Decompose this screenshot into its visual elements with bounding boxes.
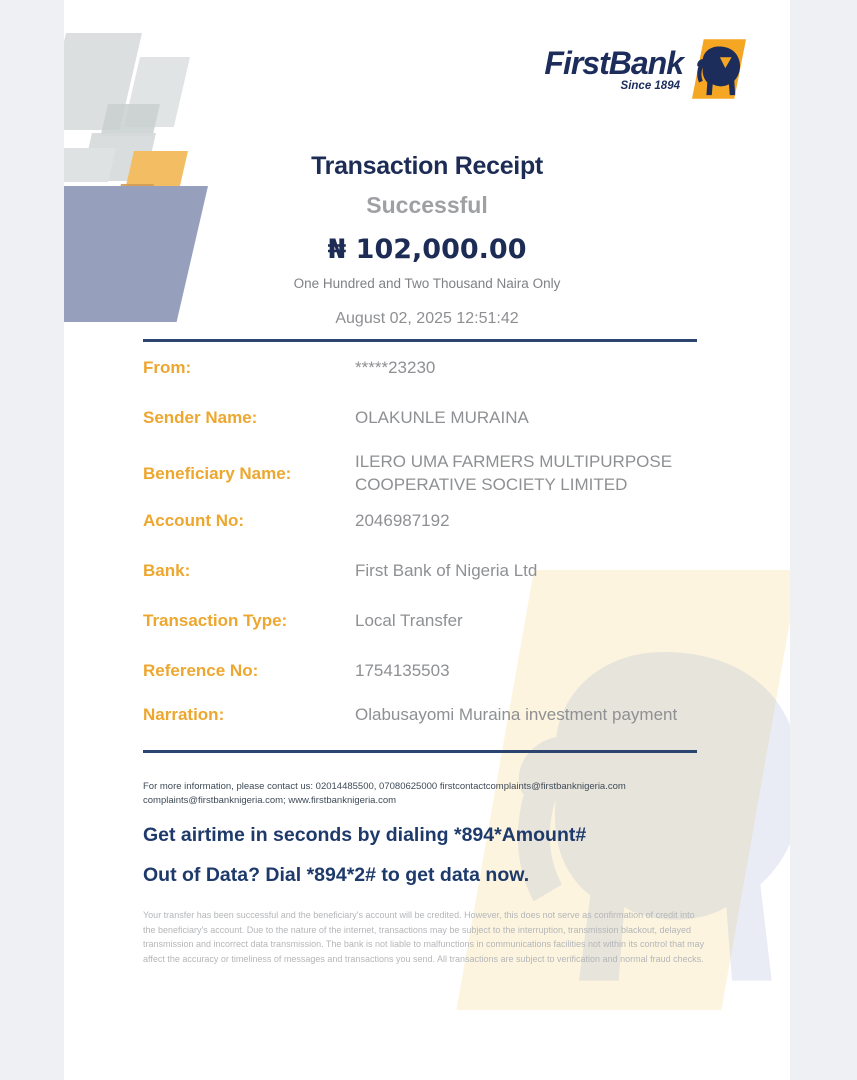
field-label: Sender Name: [143,408,258,427]
promo-data-line [143,862,586,888]
brand-name: FirstBank [544,44,683,81]
contact-info: For more information, please contact us: 02014485500, 07080625000 firstcontactcomplaints@firstbanknigeria.com complaints@firstbanknigeria.com; www.firstbanknigeria.com [143,781,626,806]
field-value: *****23230 [355,358,436,377]
elephant-logo-icon [692,38,746,100]
field-value: ILERO UMA FARMERS MULTIPURPOSE COOPERATIVE SOCIETY LIMITED [355,452,673,494]
brand-wordmark [544,44,683,92]
promo-airtime-line [143,822,586,848]
detail-row-bank [143,559,697,582]
detail-row-sender-name [143,406,697,429]
field-label: Reference No: [143,661,259,680]
promo-text: to get data now. [376,864,530,886]
field-label: Account No: [143,511,245,530]
brand-tagline: Since 1894 [620,79,680,92]
amount-value: ₦ 102,000.00 [327,234,527,265]
detail-row-beneficiary-name [143,450,697,496]
field-value: First Bank of Nigeria Ltd [355,561,538,580]
field-label: Beneficiary Name: [143,463,292,483]
promo-text: Get airtime in seconds by dialing [143,824,454,846]
field-value: 2046987192 [355,511,450,530]
page-title: Transaction Receipt [311,152,543,180]
field-label: Narration: [143,705,225,724]
detail-row-transaction-type [143,609,697,632]
detail-row-from [143,356,697,379]
divider-top [143,339,697,342]
field-label: Bank: [143,561,191,580]
detail-row-account-no [143,509,697,532]
transaction-details [143,356,697,726]
ussd-code-data: *894*2# [306,864,376,886]
field-value: OLAKUNLE MURAINA [355,408,529,427]
watermark-shape [101,104,160,136]
field-value: Olabusayomi Muraina investment payment [355,705,678,724]
divider-bottom [143,750,697,753]
brand-logo [544,38,746,100]
field-label: Transaction Type: [143,611,288,630]
disclaimer-text: Your transfer has been successful and the beneficiary's account will be credited. However, this does not serve as confirmation of credit into the beneficiary's account. Due to the nature of the internet, transactions may be subject to the interruption, transmission blackout, delayed transmission and incorrect data transmission. The bank is not liable to malfunctions in communications facilities not within its control that may affect the accuracy or timeliness of messages and transactions you send. All transactions are subject to verification and normal fraud checks. [143,910,705,964]
receipt-header [64,152,790,328]
detail-row-reference-no [143,659,697,682]
field-label: From: [143,358,192,377]
promo-block [143,822,586,902]
amount-in-words: One Hundred and Two Thousand Naira Only [293,276,561,291]
field-value: Local Transfer [355,611,463,630]
promo-text: Out of Data? Dial [143,864,307,886]
receipt-card [64,0,790,1080]
detail-row-narration [143,703,697,726]
transaction-datetime: August 02, 2025 12:51:42 [335,310,519,327]
field-value: 1754135503 [355,661,450,680]
status-text: Successful [366,192,488,218]
ussd-code-airtime: *894*Amount# [454,824,587,846]
